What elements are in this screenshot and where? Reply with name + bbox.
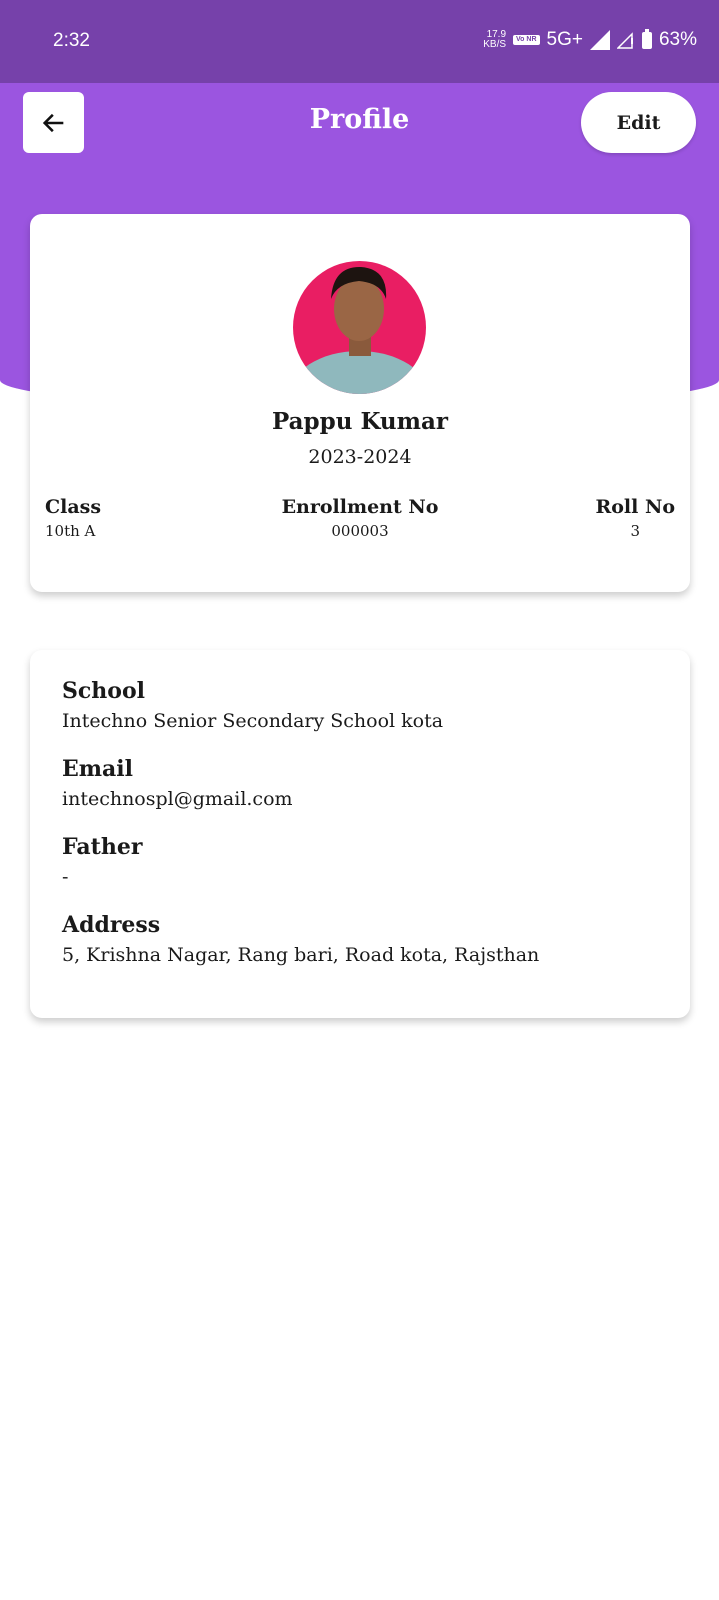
detail-label: Email bbox=[62, 756, 134, 782]
avatar bbox=[293, 261, 426, 394]
signal-no-service-icon bbox=[617, 31, 635, 49]
detail-label: Father bbox=[62, 834, 143, 860]
detail-school bbox=[62, 678, 658, 732]
detail-value: intechnospl@gmail.com bbox=[62, 788, 293, 810]
detail-father bbox=[62, 834, 658, 888]
detail-value: - bbox=[62, 866, 69, 888]
network-speed bbox=[483, 30, 506, 50]
avatar-photo bbox=[293, 261, 426, 394]
battery-level: 63% bbox=[658, 29, 697, 50]
detail-label: School bbox=[62, 678, 145, 704]
volte-icon: Vo NR bbox=[513, 35, 539, 45]
detail-address bbox=[62, 912, 658, 966]
stat-label: Class bbox=[45, 496, 102, 518]
detail-label: Address bbox=[62, 912, 161, 938]
stat-enrollment bbox=[30, 496, 690, 540]
speed-unit: KB/S bbox=[483, 39, 507, 50]
stat-label: Enrollment No bbox=[281, 496, 439, 518]
network-type: 5G+ bbox=[546, 29, 583, 50]
stat-value: 3 bbox=[630, 522, 640, 540]
speed-value: 17.9 bbox=[486, 29, 507, 40]
edit-button[interactable]: Edit bbox=[581, 92, 696, 153]
stat-value: 10th A bbox=[45, 522, 96, 540]
stat-roll bbox=[595, 496, 675, 540]
stat-label: Roll No bbox=[595, 496, 675, 518]
status-icons bbox=[483, 29, 697, 51]
session-year: 2023-2024 bbox=[308, 446, 412, 468]
status-time: 2:32 bbox=[53, 30, 90, 51]
page-title: Profile bbox=[309, 104, 410, 135]
detail-value: Intechno Senior Secondary School kota bbox=[62, 710, 444, 732]
student-name: Pappu Kumar bbox=[271, 408, 449, 435]
status-bar bbox=[0, 0, 719, 83]
profile-card bbox=[30, 214, 690, 592]
stat-value: 000003 bbox=[331, 522, 389, 540]
battery-icon bbox=[642, 32, 652, 49]
details-card bbox=[30, 650, 690, 1018]
detail-email bbox=[62, 756, 658, 810]
signal-icon bbox=[590, 30, 610, 50]
detail-value: 5, Krishna Nagar, Rang bari, Road kota, Rajsthan bbox=[62, 944, 540, 966]
